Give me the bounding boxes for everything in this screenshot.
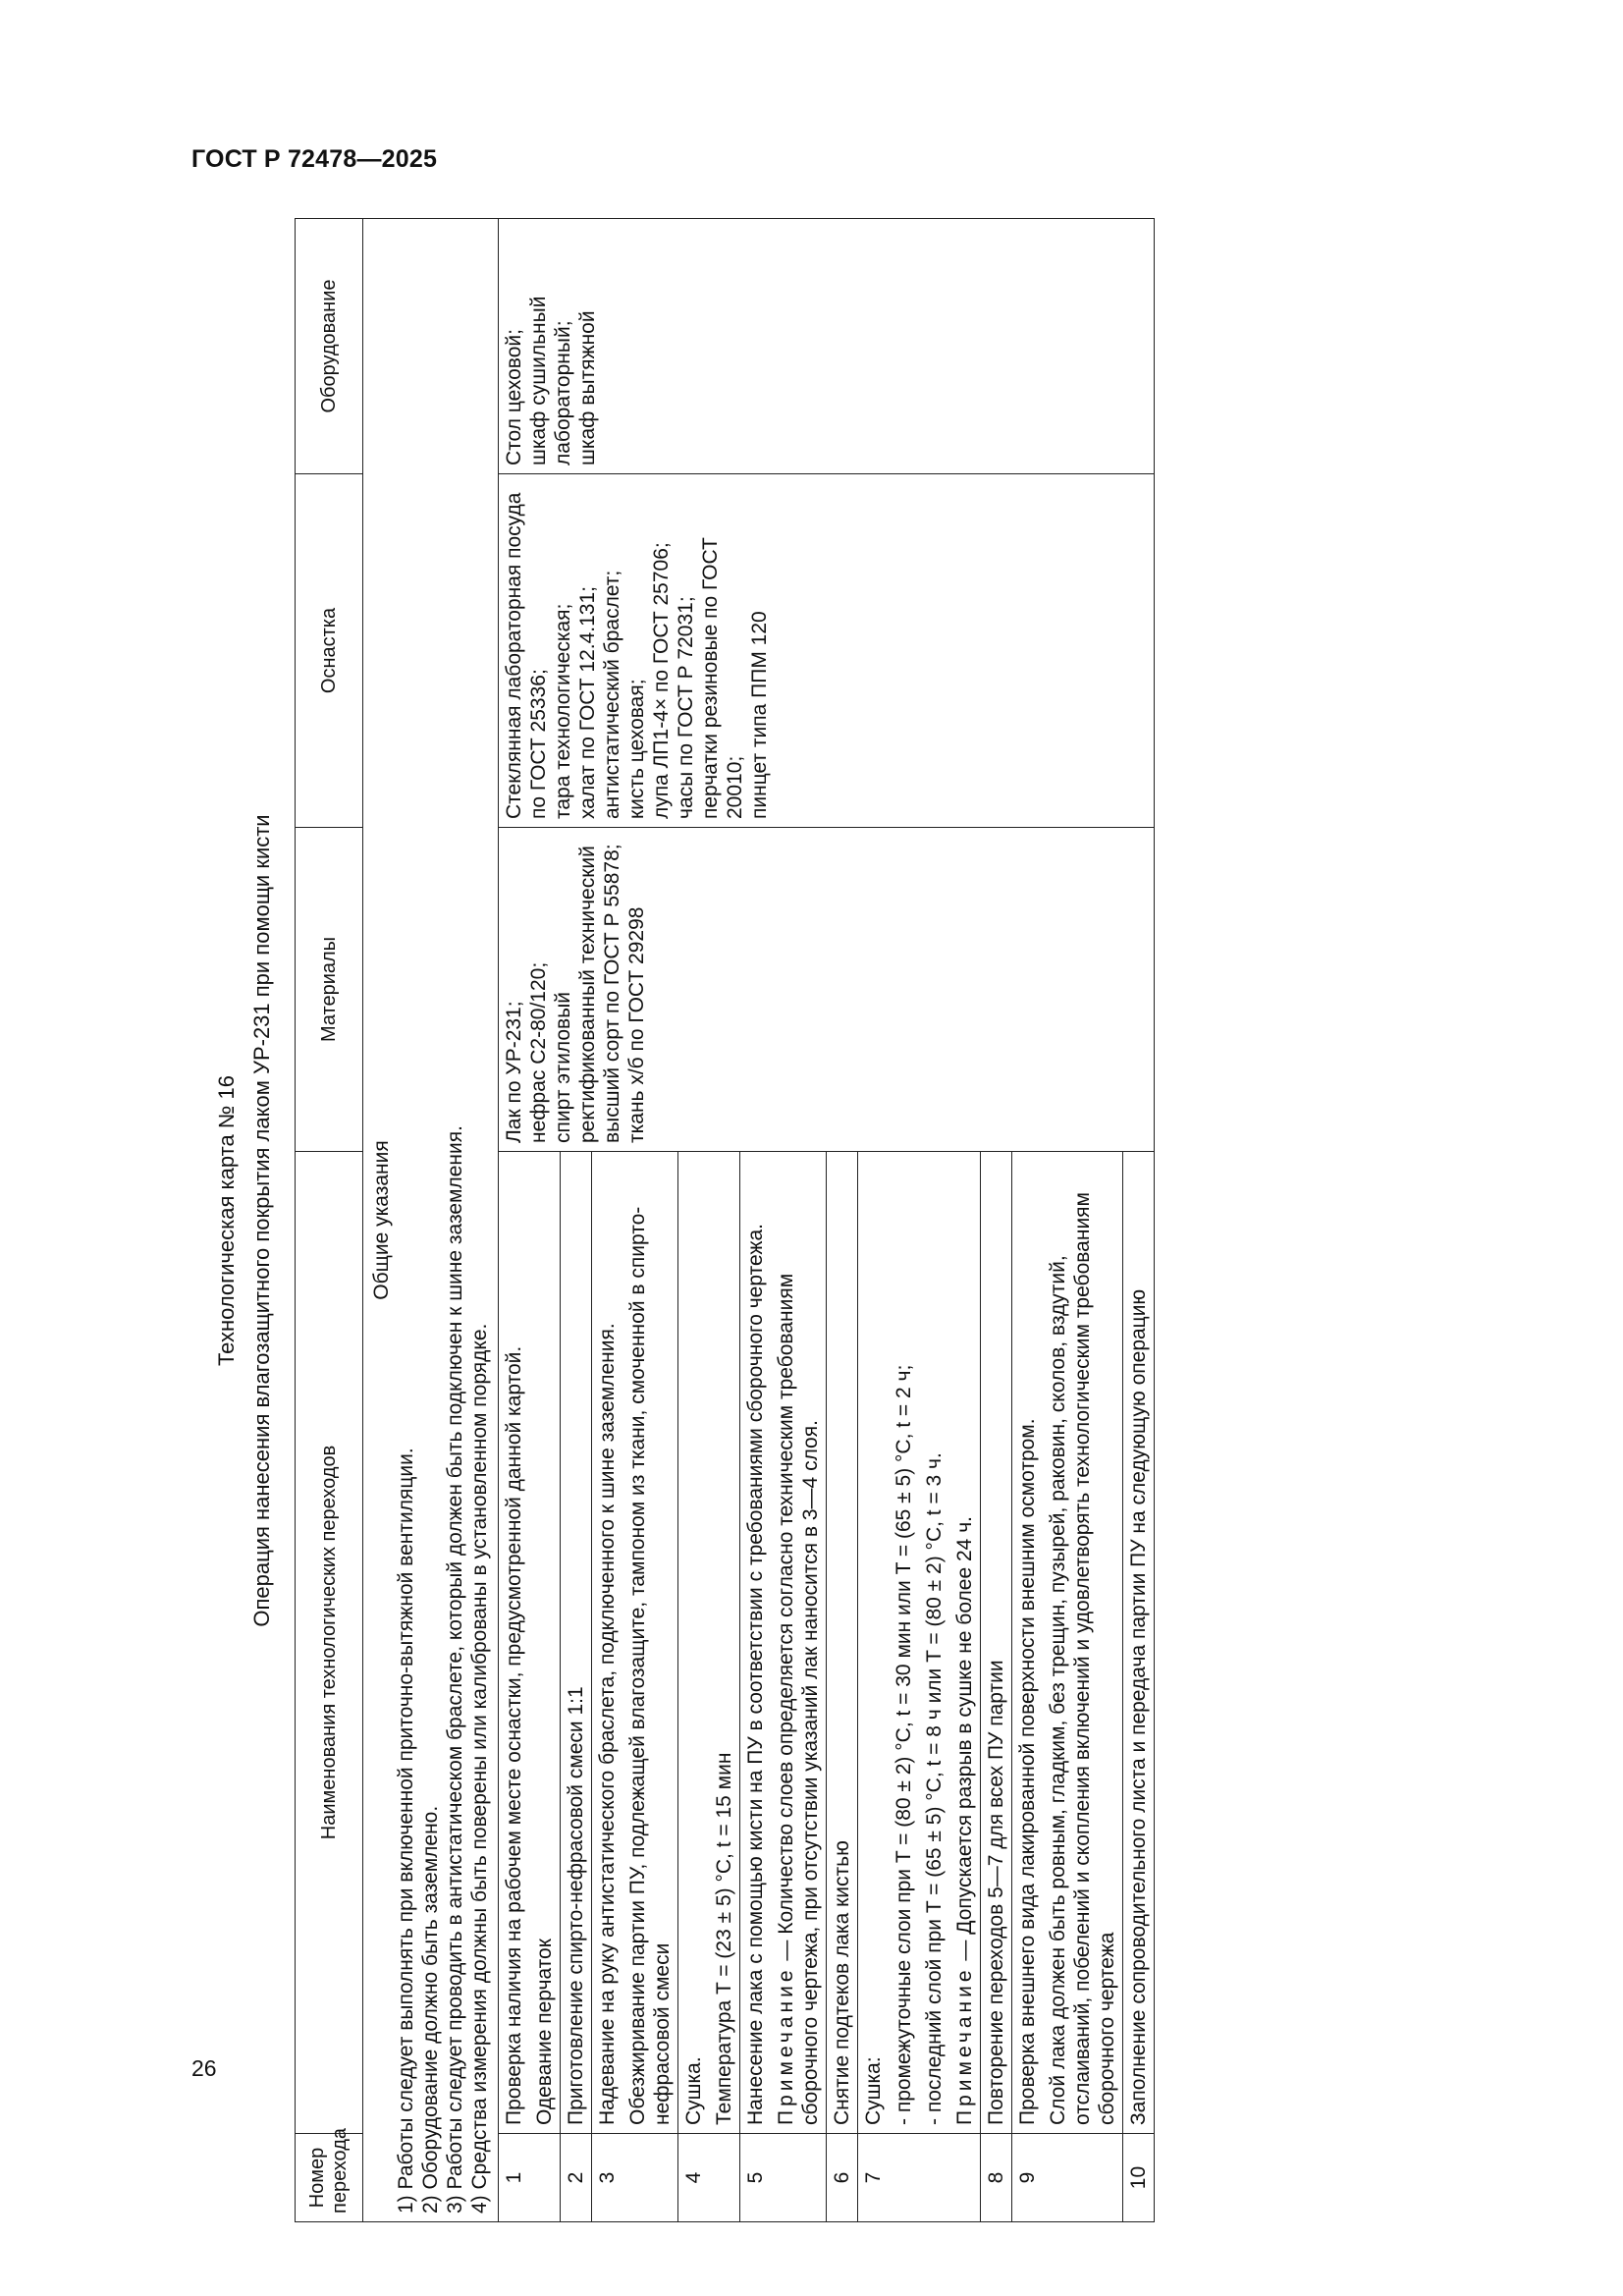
tooling-cell-item: Стеклянная лабораторная посуда по ГОСТ 25336;	[503, 492, 550, 819]
tooling-cell-item: халат по ГОСТ 12.4.131;	[576, 586, 599, 819]
tooling-cell-item: лупа ЛП1-4× по ГОСТ 25706;	[650, 542, 673, 819]
step-note	[774, 1160, 823, 2125]
step-paragraph: Одевание перчаток	[533, 1939, 556, 2125]
col-header-equipment: Оборудование	[296, 219, 363, 474]
tooling-cell-item: часы по ГОСТ Р 72031;	[675, 596, 697, 819]
tooling-cell-item: пинцет типа ППМ 120	[748, 611, 771, 819]
step-description	[981, 1152, 1012, 2134]
step-description	[827, 1152, 858, 2134]
step-paragraph: Проверка внешнего вида лакированной поверхности внешним осмотром.	[1016, 1418, 1039, 2125]
step-row	[499, 219, 561, 2222]
step-note	[952, 1160, 977, 2125]
general-item: 4) Средства измерения должны быть поверены или калиброваны в установленном порядке.	[468, 1323, 491, 2214]
col-header-num: Номер перехода	[296, 2134, 363, 2222]
general-item: 2) Оборудование должно быть заземлено.	[419, 1805, 442, 2214]
rotated-card	[214, 219, 1500, 2222]
step-paragraph: Повторение переходов 5—7 для всех ПУ партии	[985, 1660, 1007, 2125]
step-description	[1123, 1152, 1155, 2134]
step-paragraph: Нанесение лака с помощью кисти на ПУ в соответствии с требованиями сборочного чертежа.	[744, 1224, 767, 2125]
step-number: 1	[499, 2134, 561, 2222]
step-paragraph: - последний слой при T = (65 ± 5) °С, t = 8 ч или T = (80 ± 2) °С, t = 3 ч.	[923, 1452, 946, 2125]
step-paragraph: - промежуточные слои при T = (80 ± 2) °С, t = 30 мин или T = (65 ± 5) °С, t = 2 ч;	[893, 1364, 915, 2125]
step-number: 6	[827, 2134, 858, 2222]
note-text: — Допускается разрыв в сушке не более 24 ч.	[953, 1516, 976, 1967]
tech-card-table	[295, 218, 1155, 2222]
note-label: Примечание	[775, 1966, 797, 2125]
step-paragraph: Приготовление спирто-нефрасовой смеси 1:1	[565, 1686, 587, 2125]
step-description	[858, 1152, 981, 2134]
page-number: 26	[191, 2055, 217, 2081]
general-item: 3) Работы следует проводить в антистатическом браслете, который должен быть подключен к шине заземления.	[444, 1125, 466, 2214]
standard-header: ГОСТ Р 72478—2025	[191, 145, 438, 173]
step-paragraph: Температура T = (23 ± 5) °С, t = 15 мин	[713, 1752, 735, 2125]
step-description	[592, 1152, 678, 2134]
step-number: 4	[678, 2134, 740, 2222]
step-number: 5	[740, 2134, 827, 2222]
equipment-cell-item: шкаф сушильный лабораторный;	[527, 296, 574, 465]
general-item: 1) Работы следует выполнять при включенной приточно-вытяжной вентиляции.	[395, 1448, 417, 2214]
step-paragraph: Снятие подтеков лака кистью	[831, 1840, 853, 2125]
tooling-cell	[499, 474, 1155, 828]
step-number: 2	[561, 2134, 592, 2222]
equipment-cell	[499, 219, 1155, 474]
step-paragraph: Надевание на руку антистатического браслета, подключенного к шине заземления.	[596, 1323, 619, 2125]
tooling-cell-item: перчатки резиновые по ГОСТ 20010;	[699, 537, 746, 819]
step-paragraph: Проверка наличия на рабочем месте оснастки, предусмотренной данной картой.	[503, 1345, 525, 2125]
equipment-cell-item: Стол цеховой;	[503, 329, 525, 465]
step-description	[561, 1152, 592, 2134]
general-heading: Общие указания	[370, 1140, 393, 1300]
step-paragraph: Сушка:	[862, 2056, 885, 2125]
header-row	[296, 219, 363, 2222]
step-number: 10	[1123, 2134, 1155, 2222]
step-number: 7	[858, 2134, 981, 2222]
card-subtitle: Операция нанесения влагозащитного покрытия лаком УР-231 при помощи кисти	[249, 814, 274, 1627]
step-paragraph: Обезжиривание партии ПУ, подлежащей влагозащите, тампоном из ткани, смоченной в спирто-нефрасовой смеси	[626, 1206, 674, 2125]
equipment-cell-item: шкаф вытяжной	[576, 310, 599, 465]
step-number: 8	[981, 2134, 1012, 2222]
step-paragraph: Слой лака должен быть ровным, гладким, без трещин, пузырей, раковин, сколов, вздутий, отслаиваний, побелений и скопления включений и удовлетворять технологическим требованиям сборочного чертежа	[1047, 1192, 1118, 2125]
tooling-cell-item: кисть цеховая;	[625, 679, 648, 819]
col-header-name: Наименования технологических переходов	[296, 1152, 363, 2134]
step-paragraph: Сушка.	[682, 2056, 705, 2125]
col-header-tooling: Оснастка	[296, 474, 363, 828]
note-text: — Количество слоев определяется согласно техническим требованиям сборочного чертежа, при отсутствии указаний лак наносится в 3—4 слоя.	[775, 1273, 822, 2125]
tooling-cell-item: антистатический браслет;	[601, 570, 623, 819]
step-description	[740, 1152, 827, 2134]
step-number: 3	[592, 2134, 678, 2222]
step-description	[499, 1152, 561, 2134]
step-paragraph: Заполнение сопроводительного листа и передача партии ПУ на следующую операцию	[1127, 1288, 1150, 2125]
materials-cell	[499, 828, 1155, 1152]
step-description	[678, 1152, 740, 2134]
tooling-cell-item: тара технологическая;	[552, 603, 574, 819]
general-instructions-row	[363, 219, 499, 2222]
materials-cell-item: спирт этиловый ректификованный технический высший сорт по ГОСТ Р 55878;	[552, 844, 623, 1143]
materials-cell-item: Лак по УР-231;	[503, 1001, 525, 1143]
step-number: 9	[1012, 2134, 1123, 2222]
step-description	[1012, 1152, 1123, 2134]
materials-cell-item: нефрас С2-80/120;	[527, 961, 550, 1143]
note-label: Примечание	[953, 1966, 976, 2125]
col-header-materials: Материалы	[296, 828, 363, 1152]
card-title: Технологическая карта № 16	[214, 1075, 239, 1367]
materials-cell-item: ткань х/б по ГОСТ 29298	[625, 906, 648, 1143]
